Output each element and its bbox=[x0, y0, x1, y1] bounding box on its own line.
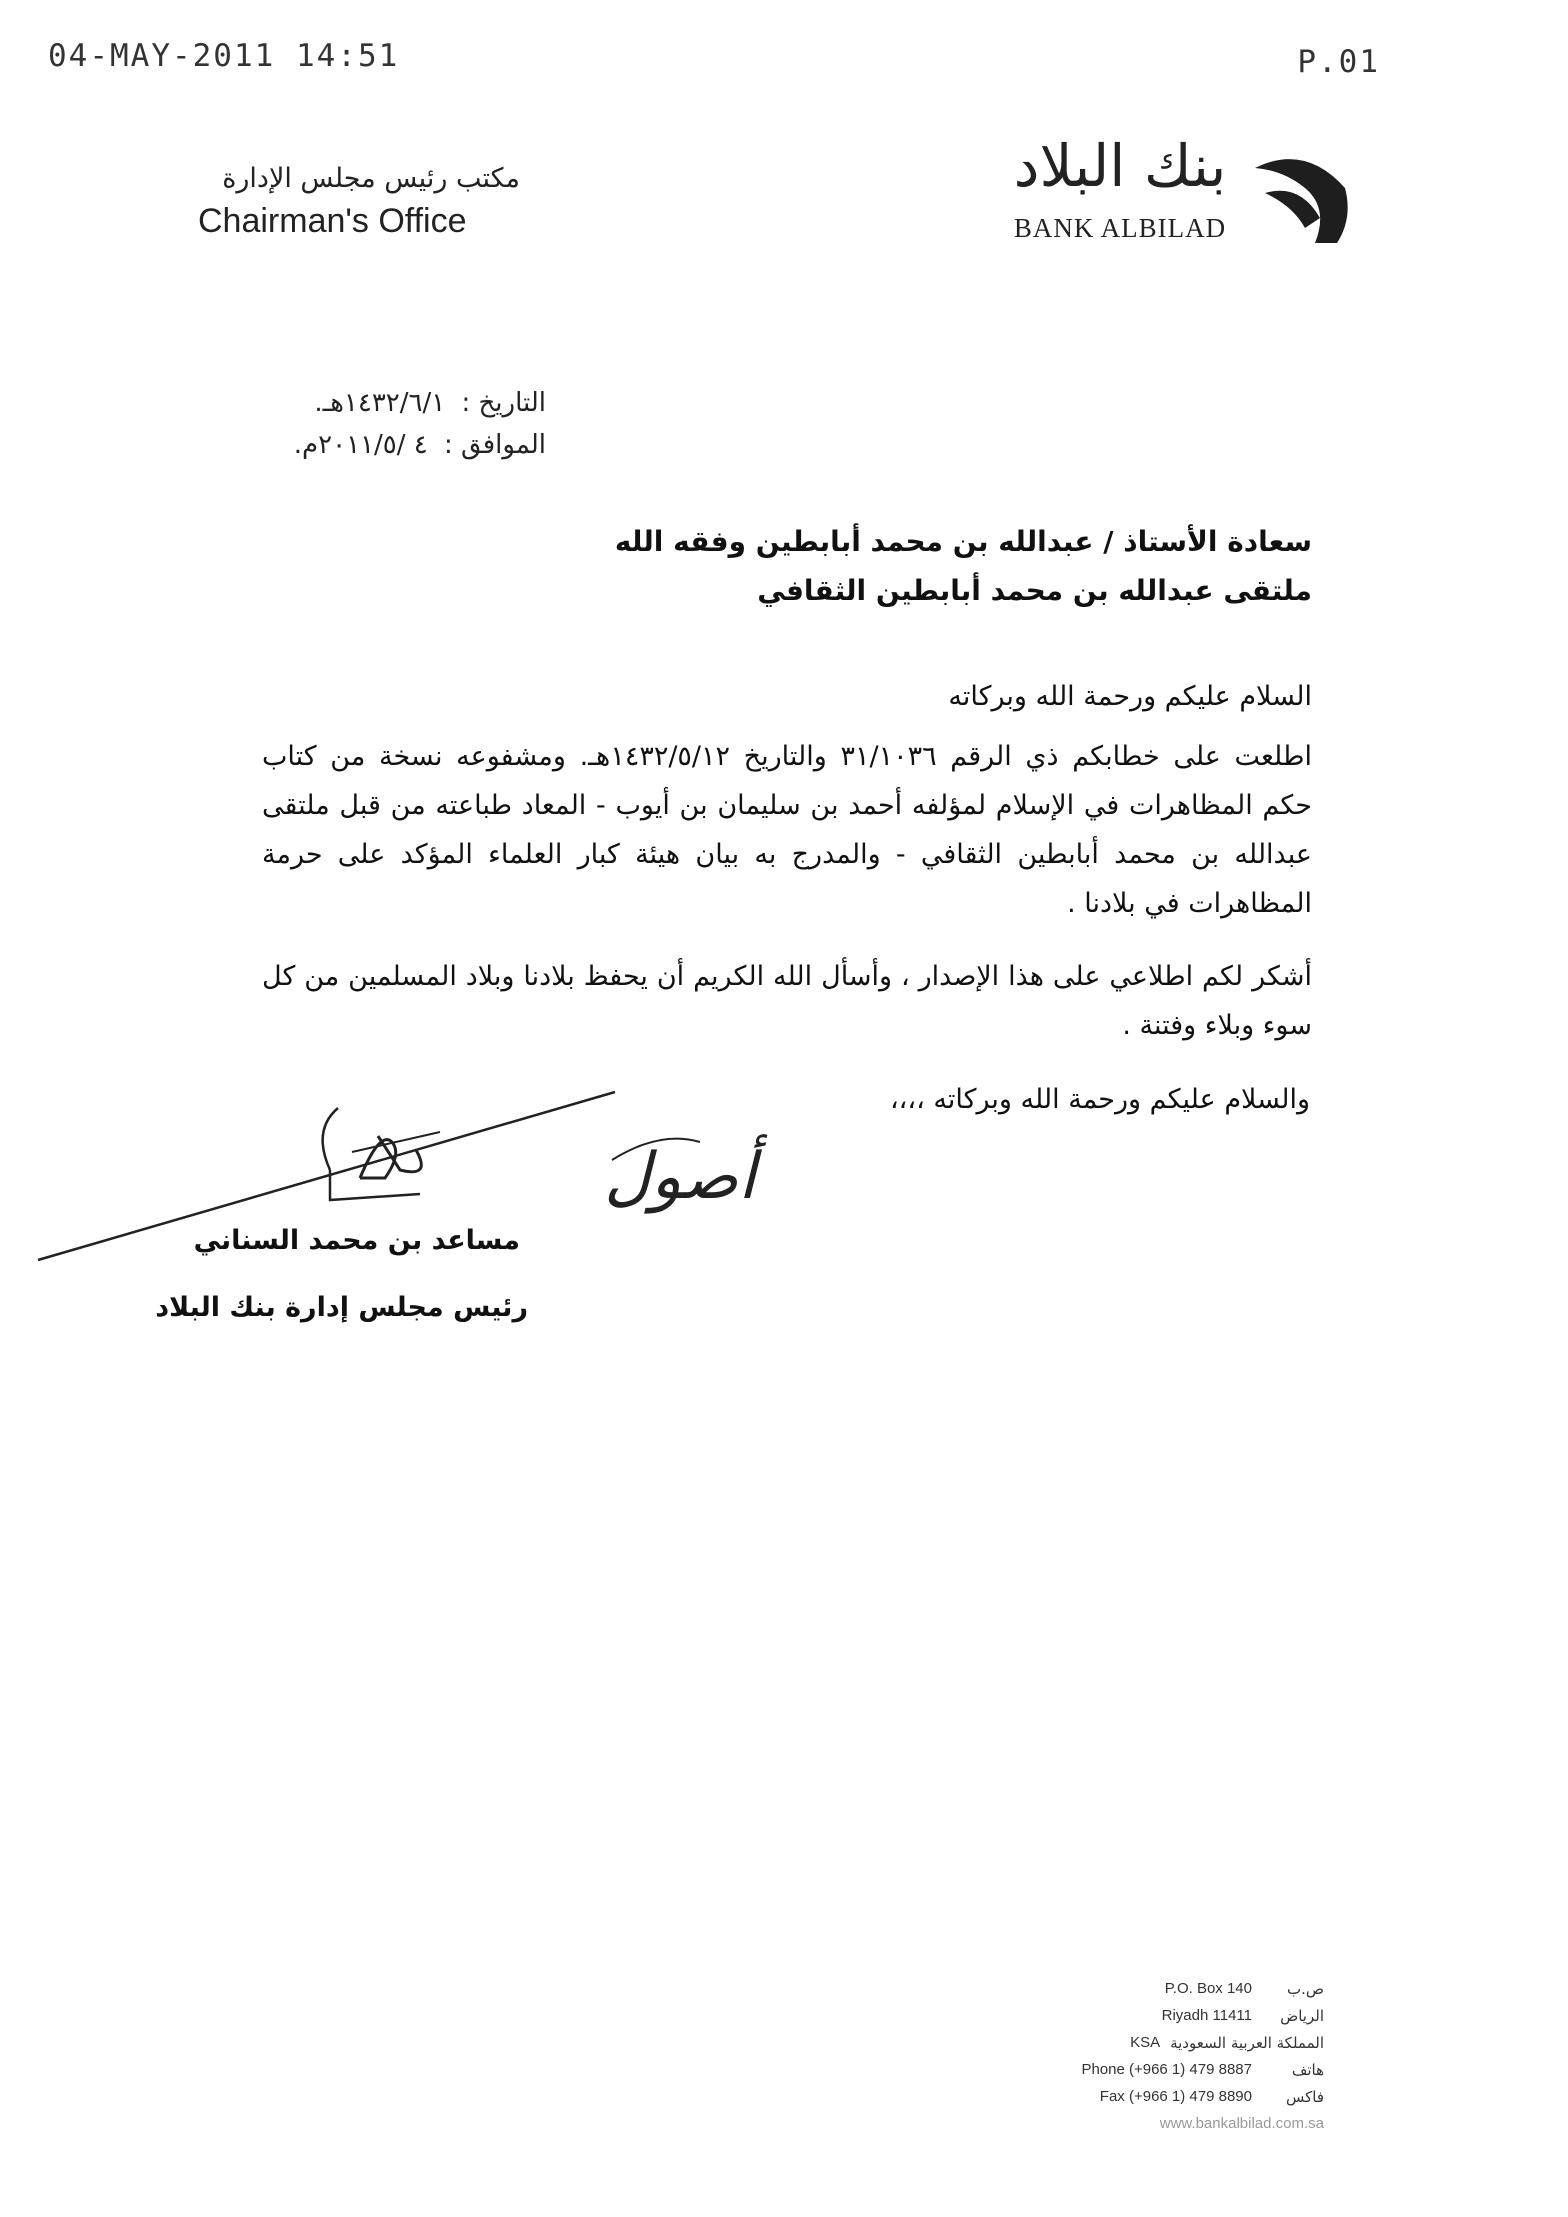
footer-country-en: KSA bbox=[1130, 2034, 1161, 2051]
fax-timestamp: 04-MAY-2011 14:51 bbox=[48, 38, 400, 74]
handwritten-note: أصول bbox=[604, 1140, 756, 1214]
footer-city-ar: الرياض bbox=[1280, 2007, 1324, 2025]
office-title-arabic: مكتب رئيس مجلس الإدارة bbox=[222, 163, 520, 194]
recipient-line-1: سعادة الأستاذ / عبدالله بن محمد أبابطين وفقه الله bbox=[614, 525, 1312, 558]
logo-name-arabic: بنك البلاد bbox=[1013, 132, 1227, 200]
letter-closing: والسلام عليكم ورحمة الله وبركاته ،،،، bbox=[889, 1084, 1310, 1115]
date-gregorian-value: ٤ /٢٠١١/٥م. bbox=[293, 430, 428, 460]
footer-country-ar: المملكة العربية السعودية bbox=[1170, 2034, 1324, 2052]
footer-phone-ar: هاتف bbox=[1291, 2061, 1324, 2079]
letter-paragraph-1: اطلعت على خطابكم ذي الرقم ٣١/١٠٣٦ والتاريخ ١٤٣٢/٥/١٢هـ. ومشفوعه نسخة من كتاب حكم المظاهرات في الإسلام لمؤلفه أحمد بن سليمان بن أيوب - المعاد طباعته من قبل ملتقى عبدالله بن محمد أبابطين الثقافي - والمدرج به بيان هيئة كبار العلماء المؤكد على حرمة المظاهرات في بلادنا . bbox=[262, 741, 1312, 919]
signatory-title: رئيس مجلس إدارة بنك البلاد bbox=[155, 1292, 528, 1323]
footer-po-box-en: P.O. Box 140 bbox=[1164, 1980, 1252, 1997]
date-hijri bbox=[126, 388, 546, 418]
footer-fax-ar: فاكس bbox=[1285, 2088, 1324, 2106]
footer-row-fax bbox=[924, 2088, 1324, 2115]
bank-albilad-emblem-icon bbox=[1245, 148, 1355, 248]
footer-phone-en: Phone (+966 1) 479 8887 bbox=[1081, 2061, 1252, 2078]
footer-website[interactable]: www.bankalbilad.com.sa bbox=[1159, 2115, 1324, 2132]
footer-row-city bbox=[924, 2007, 1324, 2034]
footer-row-phone bbox=[924, 2061, 1324, 2088]
date-gregorian bbox=[126, 430, 546, 460]
letter-paragraph-2: أشكر لكم اطلاعي على هذا الإصدار ، وأسأل الله الكريم أن يحفظ بلادنا وبلاد المسلمين من كل سوء وبلاء وفتنة . bbox=[262, 961, 1312, 1041]
recipient-line-2: ملتقى عبدالله بن محمد أبابطين الثقافي bbox=[757, 574, 1312, 607]
footer-row-po-box bbox=[924, 1980, 1324, 2007]
footer-row-website bbox=[924, 2115, 1324, 2142]
signatory-name: مساعد بن محمد السناني bbox=[193, 1225, 520, 1256]
date-hijri-label: التاريخ : bbox=[461, 388, 546, 418]
logo-name-english: BANK ALBILAD bbox=[1013, 213, 1227, 243]
footer-city-en: Riyadh 11411 bbox=[1161, 2007, 1252, 2024]
date-gregorian-label: الموافق : bbox=[444, 430, 546, 460]
letter-greeting: السلام عليكم ورحمة الله وبركاته bbox=[948, 681, 1312, 712]
footer-row-country bbox=[924, 2034, 1324, 2061]
fax-page-number: P.01 bbox=[1297, 44, 1380, 80]
date-hijri-value: ١٤٣٢/٦/١هـ. bbox=[314, 388, 446, 418]
bank-logo bbox=[1010, 132, 1355, 255]
footer-fax-en: Fax (+966 1) 479 8890 bbox=[1099, 2088, 1252, 2105]
footer-po-box-ar: ص.ب bbox=[1286, 1980, 1324, 1998]
footer-contact bbox=[924, 1980, 1324, 2142]
office-title-english: Chairman's Office bbox=[198, 202, 467, 240]
